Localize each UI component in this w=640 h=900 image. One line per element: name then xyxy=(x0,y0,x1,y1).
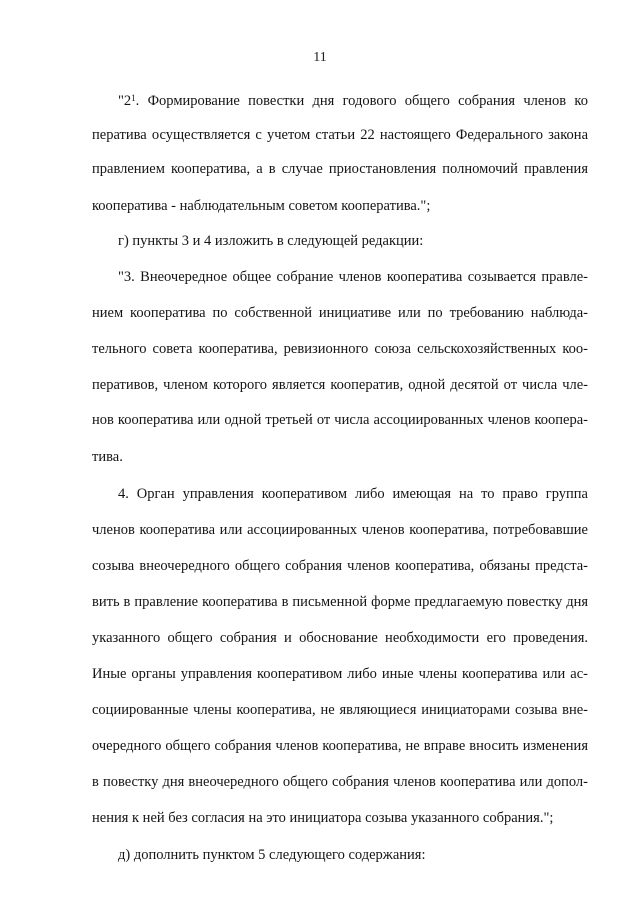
paragraph-4-line-8: очередного общего собрания членов кооператива, не вправе вносить изменения xyxy=(92,738,588,754)
text-fragment: . Формирование повестки дня годового общего собрания членов ко xyxy=(135,93,588,109)
paragraph-3-line-6: тива. xyxy=(92,449,123,465)
paragraph-4-line-3: созыва внеочередного общего собрания членов кооператива, обязаны предста- xyxy=(92,558,588,574)
text-fragment: "2 xyxy=(118,93,132,109)
paragraph-4-line-5: указанного общего собрания и обоснование необходимости его проведения. xyxy=(92,630,588,646)
paragraph-1-line-1 xyxy=(118,92,588,110)
paragraph-1-line-2: ператива осуществляется с учетом статьи 22 настоящего Федерального закона xyxy=(92,127,588,143)
paragraph-4-line-9: в повестку дня внеочередного общего собрания членов кооператива или допол- xyxy=(92,774,588,790)
superscript: 1 xyxy=(131,93,136,103)
paragraph-3-line-5: нов кооператива или одной третьей от числа ассоциированных членов коопера- xyxy=(92,412,588,428)
paragraph-3-line-3: тельного совета кооператива, ревизионного союза сельскохозяйственных коо- xyxy=(92,341,588,357)
page-number: 11 xyxy=(313,50,327,65)
paragraph-4-line-4: вить в правление кооператива в письменной форме предлагаемую повестку дня xyxy=(92,594,588,610)
paragraph-4-line-10: нения к ней без согласия на это инициатора созыва указанного собрания."; xyxy=(92,810,554,826)
paragraph-4-line-1: 4. Орган управления кооперативом либо имеющая на то право группа xyxy=(118,486,588,502)
paragraph-2-line-1: г) пункты 3 и 4 изложить в следующей редакции: xyxy=(118,233,424,249)
paragraph-1-line-3: правлением кооператива, а в случае приостановления полномочий правления xyxy=(92,161,588,177)
paragraph-4-line-2: членов кооператива или ассоциированных членов кооператива, потребовавшие xyxy=(92,522,588,538)
paragraph-4-line-6: Иные органы управления кооперативом либо иные члены кооператива или ас- xyxy=(92,666,588,682)
paragraph-3-line-1: "3. Внеочередное общее собрание членов кооператива созывается правле- xyxy=(118,269,588,285)
paragraph-1-line-4: кооператива - наблюдательным советом кооператива."; xyxy=(92,198,431,214)
paragraph-3-line-2: нием кооператива по собственной инициативе или по требованию наблюда- xyxy=(92,305,588,321)
paragraph-4-line-7: социированные члены кооператива, не являющиеся инициаторами созыва вне- xyxy=(92,702,588,718)
paragraph-3-line-4: перативов, членом которого является кооператив, одной десятой от числа чле- xyxy=(92,377,588,393)
paragraph-5-line-1: д) дополнить пунктом 5 следующего содержания: xyxy=(118,847,426,863)
